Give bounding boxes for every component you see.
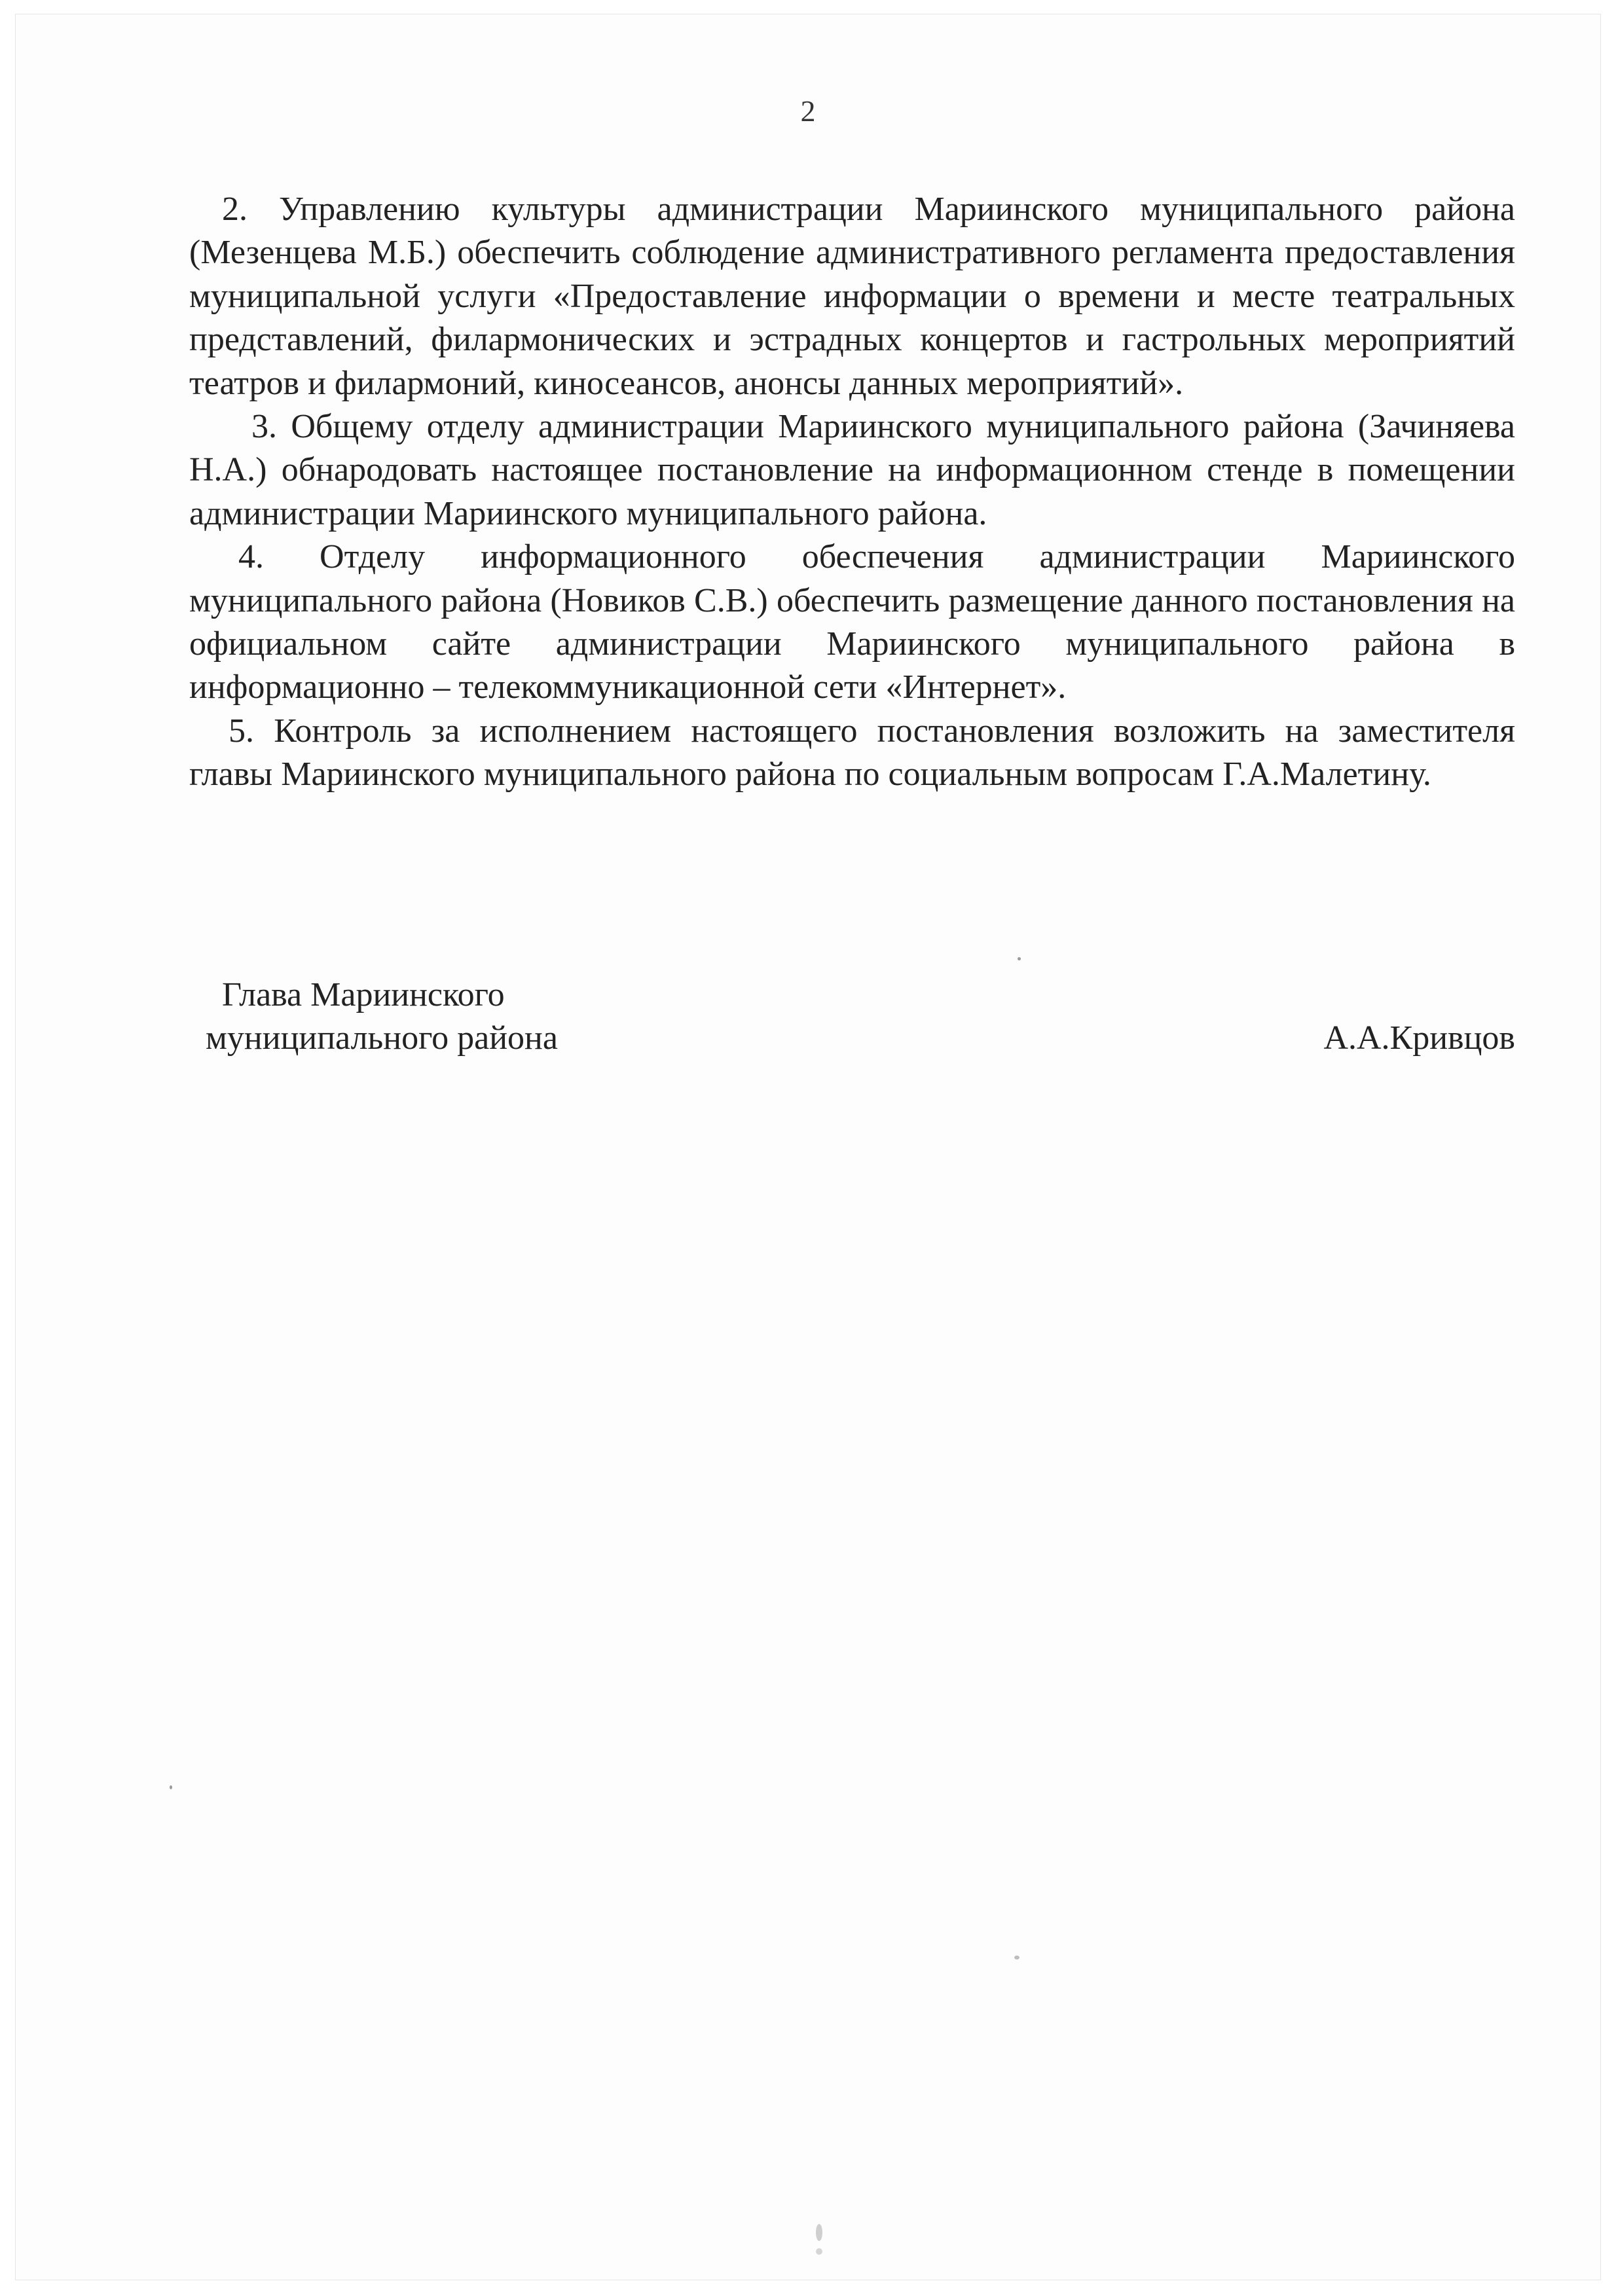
paragraph-item-3: 3. Общему отделу администрации Мариинского муниципального района (Зачиняева Н.А.) обнародовать настоящее постановление на информационном стенде в помещении администрации Мариинского муниципального района. bbox=[189, 408, 1515, 532]
paragraph-item-4: 4. Отделу информационного обеспечения администрации Мариинского муниципального района (Новиков С.В.) обеспечить размещение данного постановления на официальном сайте администрации Мариинского муниципального района в информационно – телекоммуникационной сети «Интернет». bbox=[189, 538, 1515, 706]
signatory-title-line-1: Глава Мариинского bbox=[222, 976, 505, 1013]
paragraph-item-5: 5. Контроль за исполнением настоящего постановления возложить на заместителя главы Мариинского муниципального района по социальным вопросам Г.А.Малетину. bbox=[189, 712, 1515, 793]
scan-speck bbox=[1014, 1956, 1019, 1959]
signatory-title bbox=[206, 974, 558, 1060]
scan-speck bbox=[816, 2224, 822, 2241]
document-page bbox=[16, 14, 1600, 2280]
document-body bbox=[189, 188, 1515, 797]
page-number: 2 bbox=[800, 94, 816, 128]
signatory-name: А.А.Кривцов bbox=[1323, 1019, 1515, 1057]
scan-speck bbox=[170, 1785, 172, 1789]
signatory-title-line-2: муниципального района bbox=[206, 1019, 558, 1057]
scan-speck bbox=[816, 2248, 822, 2255]
paragraph-item-2: 2. Управлению культуры администрации Мариинского муниципального района (Мезенцева М.Б.) обеспечить соблюдение административного регламента предоставления муниципальной услуги «Предоставление информации о времени и месте театральных представлений, филармонических и эстрадных концертов и гастрольных мероприятий театров и филармоний, киносеансов, анонсы данных мероприятий». bbox=[189, 191, 1515, 402]
scan-speck bbox=[1018, 957, 1021, 960]
